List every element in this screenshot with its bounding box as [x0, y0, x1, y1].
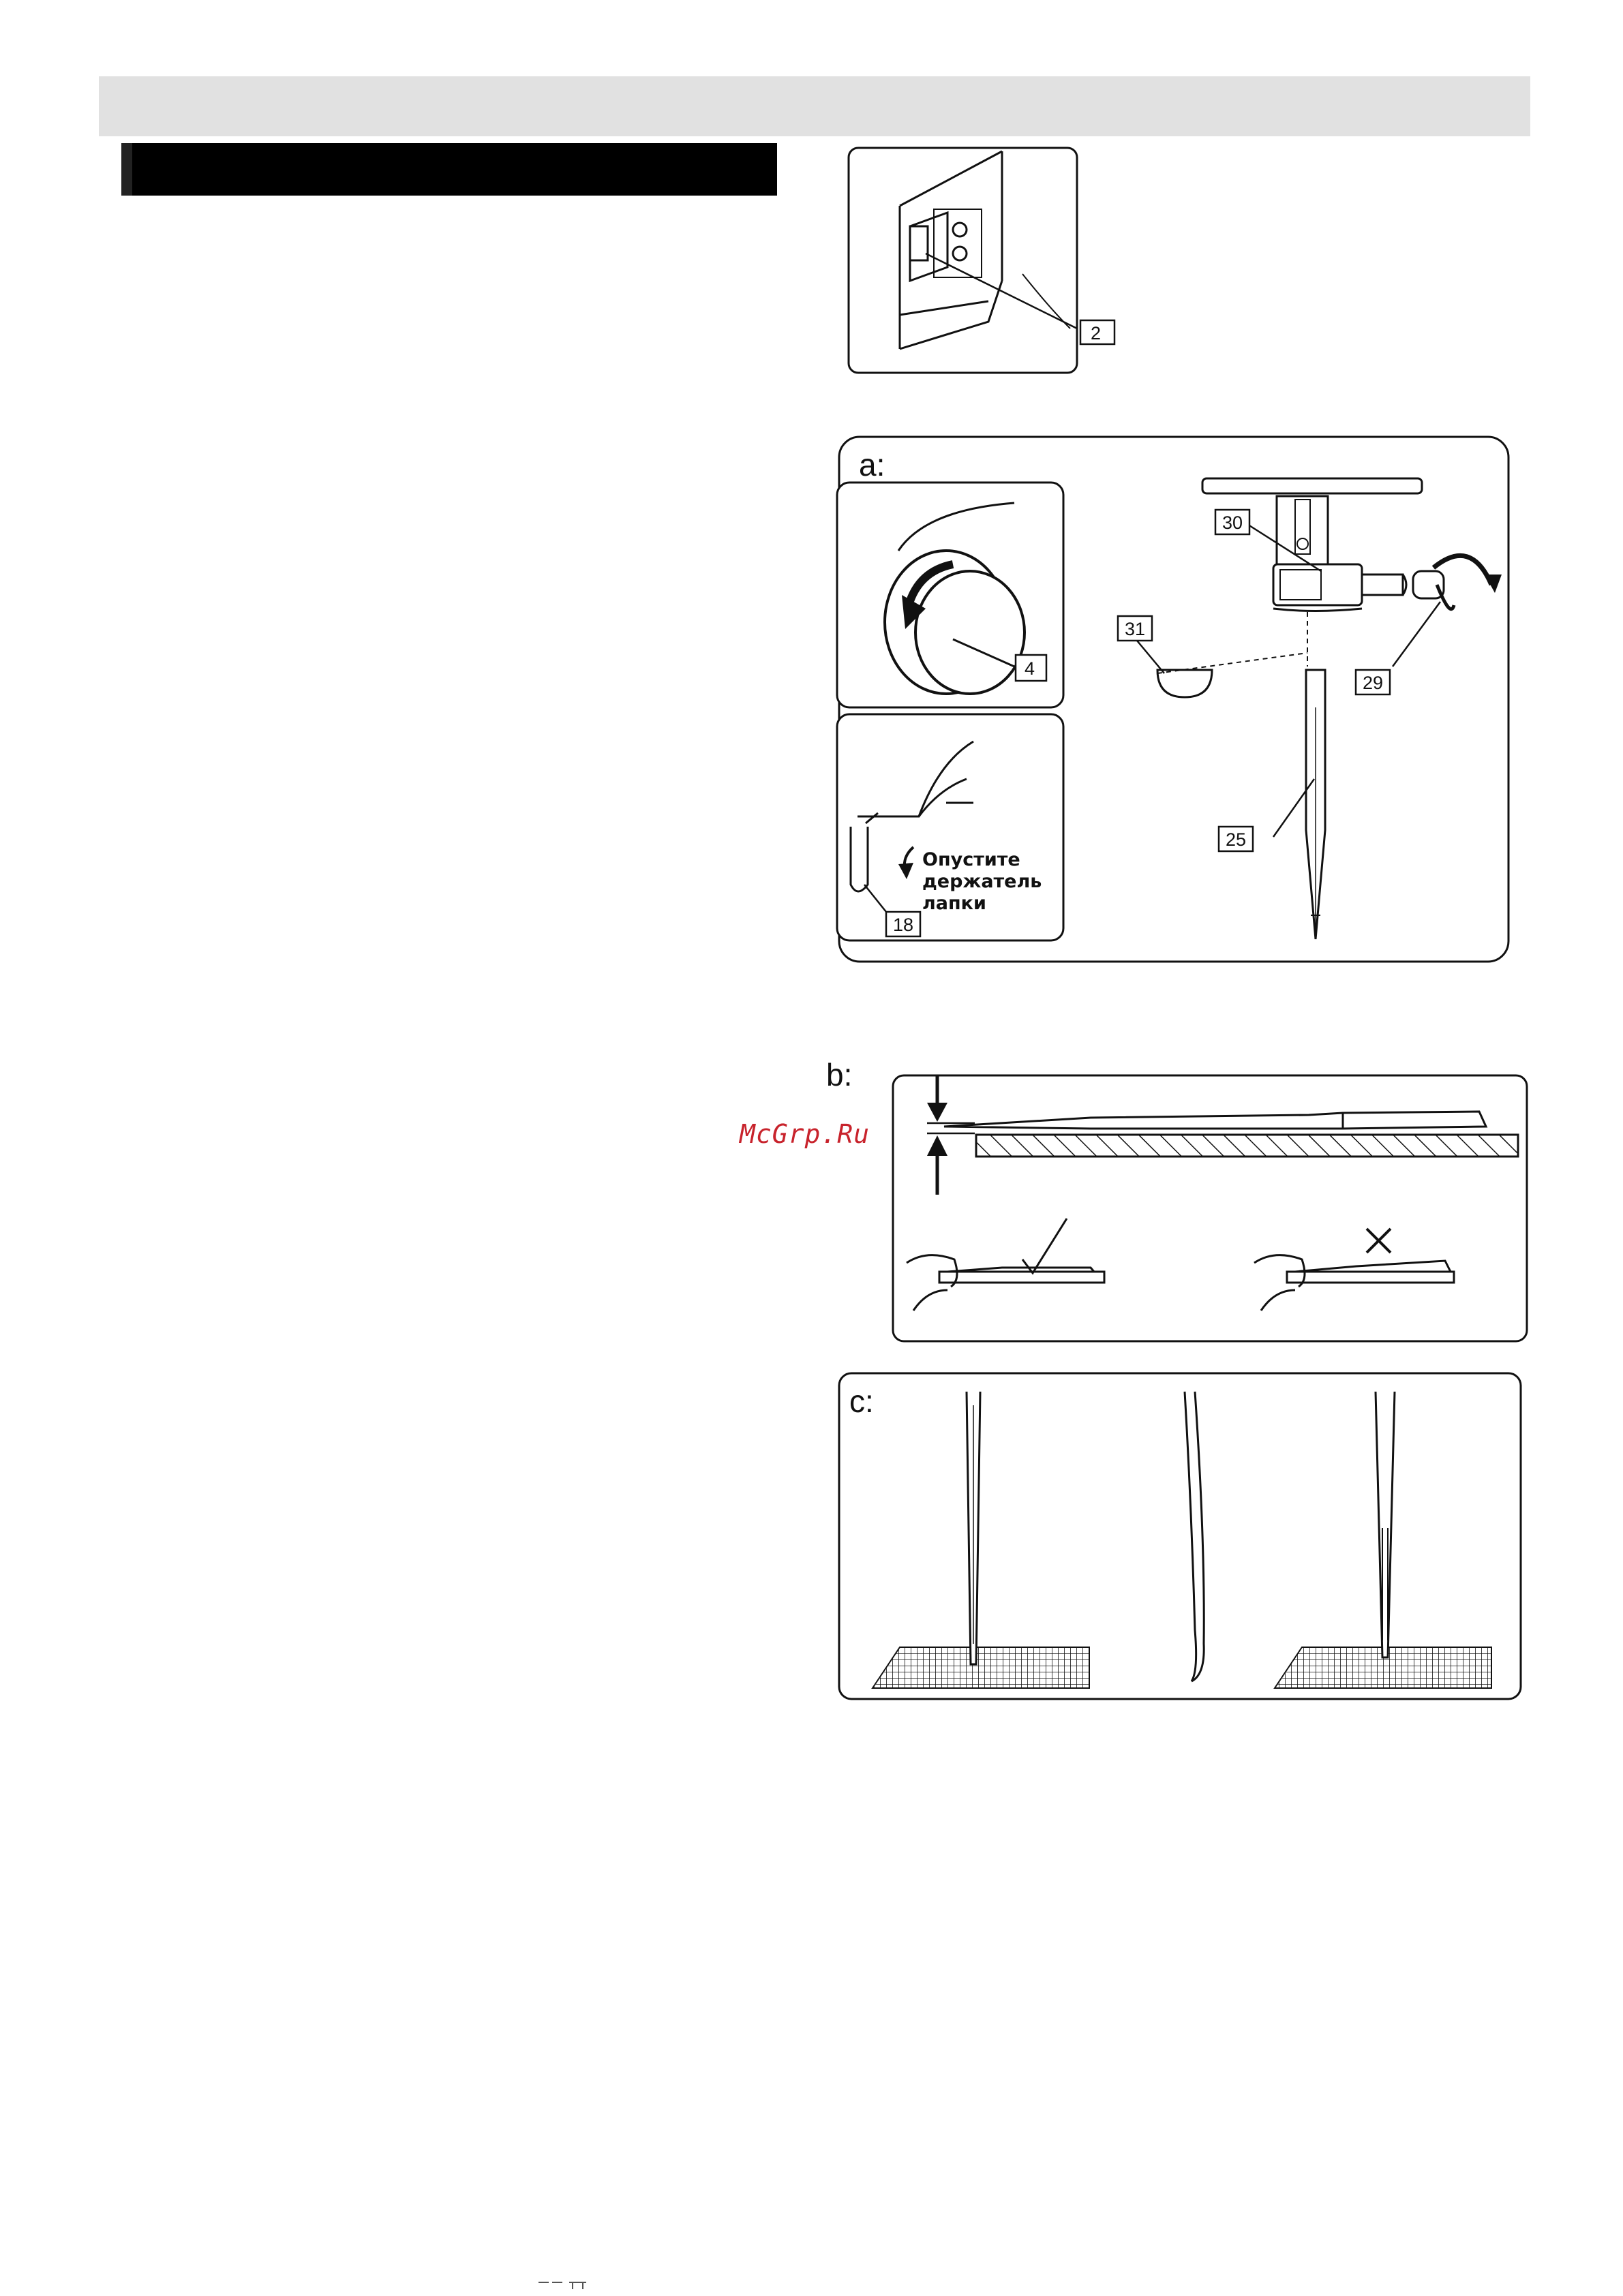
page-header-bar	[99, 76, 1530, 136]
gap-arrow-up-icon	[927, 1135, 947, 1156]
callout-29: 29	[1363, 673, 1384, 693]
instruction-line-2: держатель	[922, 871, 1042, 892]
callout-31: 31	[1125, 619, 1146, 639]
callout-4: 4	[1025, 658, 1035, 679]
callout-30: 30	[1222, 512, 1243, 533]
instruction-line-3: лапки	[922, 893, 986, 914]
needle-bent-icon	[1185, 1392, 1196, 1681]
figure-c	[837, 1371, 1526, 1712]
needle-plate-top	[1202, 478, 1422, 493]
figure-b-label: b:	[826, 1057, 853, 1092]
footer-mark	[535, 2280, 596, 2290]
figure-b	[825, 1055, 1534, 1348]
callout-25: 25	[1226, 829, 1247, 850]
figure-a-label: a:	[859, 447, 885, 483]
watermark: McGrp.Ru	[740, 1119, 870, 1149]
check-icon	[1022, 1219, 1067, 1273]
rotation-arrow-icon	[1434, 555, 1491, 585]
fabric-icon	[873, 1647, 1089, 1688]
section-title-bar	[121, 143, 777, 196]
callout-18: 18	[893, 915, 914, 935]
instruction-line-1: Опустите	[922, 849, 1020, 870]
figure-power-switch	[845, 144, 1132, 376]
needle-plate-icon	[1157, 670, 1212, 697]
figure-a	[837, 435, 1512, 966]
cross-icon	[1367, 1229, 1391, 1253]
needle-blunt-icon	[1376, 1392, 1395, 1657]
gap-arrow-down-icon	[927, 1103, 947, 1122]
switch-icon	[910, 226, 928, 260]
needle-side-icon	[944, 1112, 1486, 1129]
callout-2: 2	[1091, 323, 1102, 343]
flat-surface	[976, 1135, 1518, 1157]
title-bar-edge	[121, 143, 132, 196]
figure-c-label: c:	[849, 1383, 874, 1419]
